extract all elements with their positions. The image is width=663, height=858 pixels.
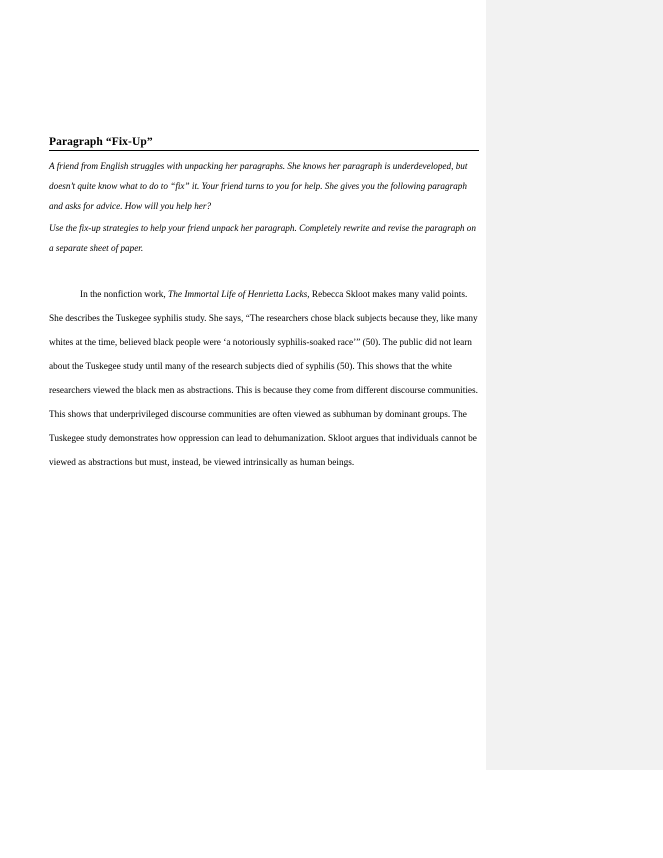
book-title: The Immortal Life of Henrietta Lacks, [168,290,310,300]
comment-pane [486,0,663,770]
instruction-paragraph-1: A friend from English struggles with unpacking her paragraphs. She knows her paragraph is underdeveloped, but doesn’t quite know what to do to “fix” it. Your friend turns to you for help. She gives you the following paragraph and asks for advice. How will you help her? [49,161,468,211]
paragraph-lead: In the nonfiction work, [80,290,169,300]
paragraph-body: Rebecca Skloot makes many valid points. She describes the Tuskegee syphilis study. She says, “The researchers chose black subjects because they, like many whites at the time, believed black people were ‘a notoriously syphilis-soaked race’” (50). The public did not learn about the Tuskegee study until many of the research subjects died of syphilis (50). This shows that the white researchers viewed the black men as abstractions. This is because they come from different discourse communities. This shows that underprivileged discourse communities are often viewed as subhuman by dominant groups. The Tuskegee study demonstrates how oppression can lead to dehumanization. Skloot argues that individuals cannot be viewed as abstractions but must, instead, be viewed intrinsically as human beings. [49,290,478,468]
sample-paragraph [49,283,481,475]
page-title: Paragraph “Fix-Up” [49,136,479,151]
instruction-paragraph-2: Use the fix-up strategies to help your friend unpack her paragraph. Completely rewrite and revise the paragraph on a separate sheet of paper. [49,223,476,253]
